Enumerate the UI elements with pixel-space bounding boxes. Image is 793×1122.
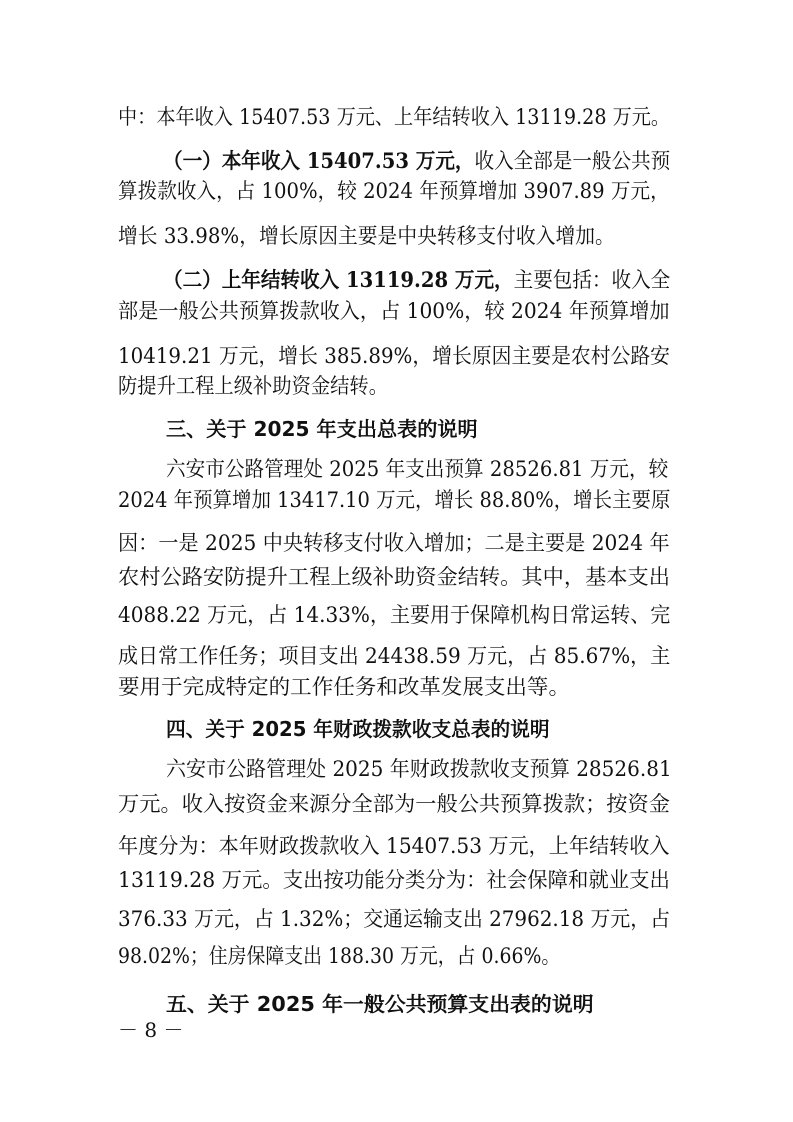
line-text: 4088.22 万元，占 14.33%，主要用于保障机构日常运转、完 <box>118 603 671 627</box>
paragraph-line <box>118 486 670 514</box>
paragraph-line <box>118 177 670 205</box>
paragraph-line <box>118 790 670 818</box>
section-heading <box>166 415 478 443</box>
paragraph-line <box>118 103 670 131</box>
paragraph-line <box>118 642 670 670</box>
paragraph-line <box>118 342 670 370</box>
heading-text: 四、关于 2025 年财政拨款收支总表的说明 <box>166 717 550 741</box>
paragraph-line <box>163 147 670 175</box>
line-text: 成日常工作任务；项目支出 24438.59 万元，占 85.67%，主 <box>118 644 671 668</box>
line-text: 增长 33.98%，增长原因主要是中央转移支付收入增加。 <box>118 224 615 248</box>
line-text: 要用于完成特定的工作任务和改革发展支出等。 <box>118 675 570 699</box>
paragraph-line <box>118 673 570 701</box>
paragraph-line <box>118 297 670 325</box>
line-text: 2024 年预算增加 13417.10 万元，增长 88.80%，增长主要原 <box>118 488 671 512</box>
line-text: 98.02%；住房保障支出 188.30 万元，占 0.66%。 <box>118 944 561 968</box>
line-text: 防提升工程上级补助资金结转。 <box>118 374 389 398</box>
page-number: － 8 － <box>118 1018 184 1042</box>
paragraph-line <box>118 563 670 591</box>
paragraph-line <box>118 866 670 894</box>
line-text: 六安市公路管理处 2025 年财政拨款收支预算 28526.81 <box>166 757 672 781</box>
paragraph-line <box>118 601 670 629</box>
line-text: 算拨款收入，占 100%，较 2024 年预算增加 3907.89 万元， <box>118 179 670 203</box>
line-text: 13119.28 万元。支出按功能分类分为：社会保障和就业支出 <box>118 868 670 892</box>
line-text: 六安市公路管理处 2025 年支出预算 28526.81 万元，较 <box>166 457 669 481</box>
paragraph-line <box>118 905 670 933</box>
paragraph-line <box>166 755 672 783</box>
line-text: 主要包括：收入全 <box>513 268 671 292</box>
line-text: 中：本年收入 15407.53 万元、上年结转收入 13119.28 万元。 <box>118 105 671 129</box>
heading-text: 五、关于 2025 年一般公共预算支出表的说明 <box>166 992 594 1016</box>
paragraph-line <box>118 222 615 250</box>
line-text: 农村公路安防提升工程上级补助资金结转。其中，基本支出 <box>118 565 671 589</box>
paragraph-line <box>163 266 670 294</box>
section-heading <box>166 715 550 743</box>
line-text: 年度分为：本年财政拨款收入 15407.53 万元，上年结转收入 <box>118 834 670 858</box>
line-text: 部是一般公共预算拨款收入，占 100%，较 2024 年预算增加 <box>118 299 670 323</box>
line-text: 因：一是 2025 中央转移支付收入增加；二是主要是 2024 年 <box>118 531 670 555</box>
paragraph-line <box>118 942 560 970</box>
paragraph-line <box>118 372 388 400</box>
line-text: 376.33 万元，占 1.32%；交通运输支出 27962.18 万元，占 <box>118 907 671 931</box>
line-text: 收入全部是一般公共预 <box>474 149 671 173</box>
heading-text: 三、关于 2025 年支出总表的说明 <box>166 417 478 441</box>
section-heading <box>166 990 594 1018</box>
paragraph-line <box>118 529 670 557</box>
paragraph-line <box>118 832 670 860</box>
line-text: 万元。收入按资金来源分全部为一般公共预算拨款；按资金 <box>118 792 671 816</box>
line-text: 10419.21 万元，增长 385.89%，增长原因主要是农村公路安 <box>118 344 670 368</box>
bold-lead-text: （一）本年收入 15407.53 万元， <box>163 148 475 173</box>
paragraph-line <box>166 455 668 483</box>
bold-lead-text: （二）上年结转收入 13119.28 万元， <box>163 267 514 292</box>
